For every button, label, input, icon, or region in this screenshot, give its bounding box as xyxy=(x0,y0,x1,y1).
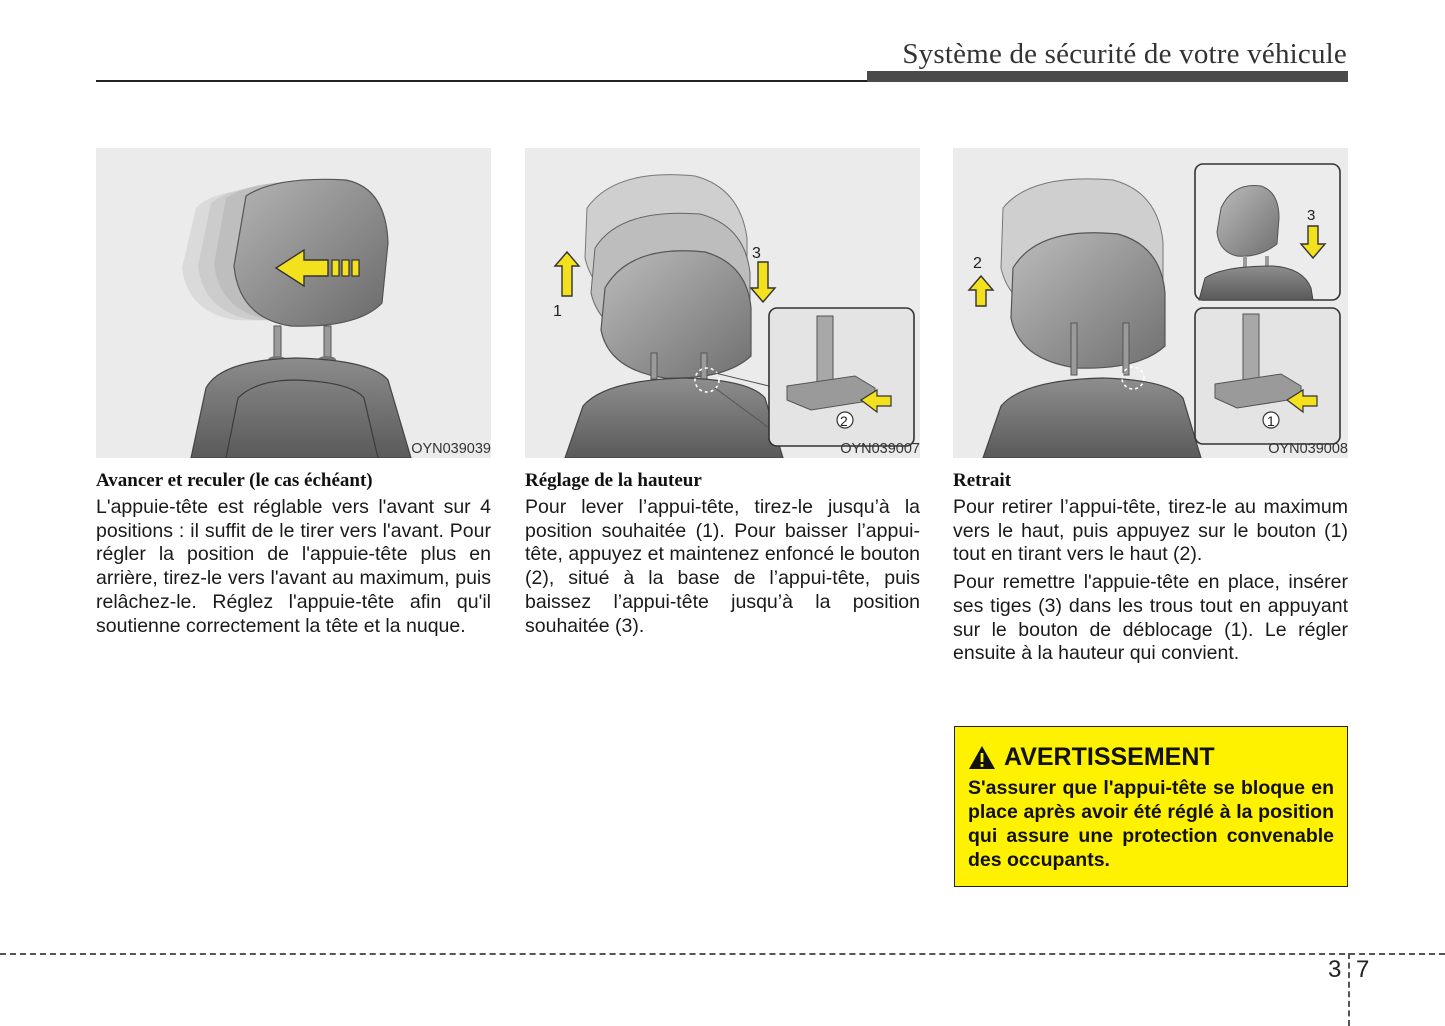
section-paragraph: Pour remettre l'appuie-tête en place, insérer ses tiges (3) dans les trous tout en appuyant sur le bouton de déblocage (1). Le régler ensuite à la hauteur qui convient. xyxy=(953,571,1348,665)
section-title: Avancer et reculer (le cas échéant) xyxy=(96,470,373,491)
page-number: 7 xyxy=(1356,956,1370,983)
headrest-removal-illustration xyxy=(953,148,1348,458)
warning-triangle-icon xyxy=(968,745,996,770)
svg-text:2: 2 xyxy=(973,255,982,272)
figure-headrest-forward xyxy=(96,148,491,458)
svg-text:3: 3 xyxy=(1307,207,1316,224)
page-header-title: Système de sécurité de votre véhicule xyxy=(902,38,1347,70)
figure-headrest-height xyxy=(525,148,920,458)
page-chapter-number: 3 xyxy=(1328,956,1342,983)
figure-headrest-removal xyxy=(953,148,1348,458)
warning-header xyxy=(968,743,1334,772)
page-number-divider xyxy=(1348,953,1350,1026)
headrest-forward-illustration xyxy=(96,148,491,458)
column-forward-adjust xyxy=(96,148,491,642)
section-paragraph: L'appuie-tête est réglable vers l'avant sur 4 positions : il suffit de le tirer vers l'avant. Pour régler la position de l'appuie-tête plus en arrière, tirez-le vers l'avant au maximum, puis relâchez-le. Réglez l'appuie-tête afin qu'il soutienne correctement la tête et la nuque. xyxy=(96,496,491,637)
figure-code: OYN039039 xyxy=(411,441,491,457)
warning-box xyxy=(954,726,1348,887)
header-rule-accent xyxy=(867,71,1348,82)
figure-code: OYN039007 xyxy=(840,441,920,457)
svg-text:3: 3 xyxy=(752,245,761,262)
footer-rule xyxy=(0,953,1445,955)
column-height-adjust xyxy=(525,148,920,642)
warning-text: S'assurer que l'appui-tête se bloque en place après avoir été réglé à la position qui assure une protection convenable des occupants. xyxy=(968,777,1334,871)
svg-text:1: 1 xyxy=(1267,413,1275,429)
header-rule xyxy=(96,80,868,82)
section-paragraph: Pour lever l’appui-tête, tirez-le jusqu’à la position souhaitée (1). Pour baisser l’appui-tête, appuyez et maintenez enfoncé le bouton (2), situé à la base de l’appui-tête, puis baissez l’appui-tête jusqu’à la position souhaitée (3). xyxy=(525,496,920,637)
svg-text:1: 1 xyxy=(553,303,562,320)
svg-text:2: 2 xyxy=(840,413,848,429)
figure-code: OYN039008 xyxy=(1268,441,1348,457)
warning-title: AVERTISSEMENT xyxy=(1004,743,1215,771)
column-removal xyxy=(953,148,1348,670)
section-title: Réglage de la hauteur xyxy=(525,470,702,491)
section-title: Retrait xyxy=(953,470,1012,491)
section-paragraph: Pour retirer l’appui-tête, tirez-le au maximum vers le haut, puis appuyez sur le bouton (1) tout en tirant vers le haut (2). xyxy=(953,496,1348,566)
headrest-height-illustration xyxy=(525,148,920,458)
